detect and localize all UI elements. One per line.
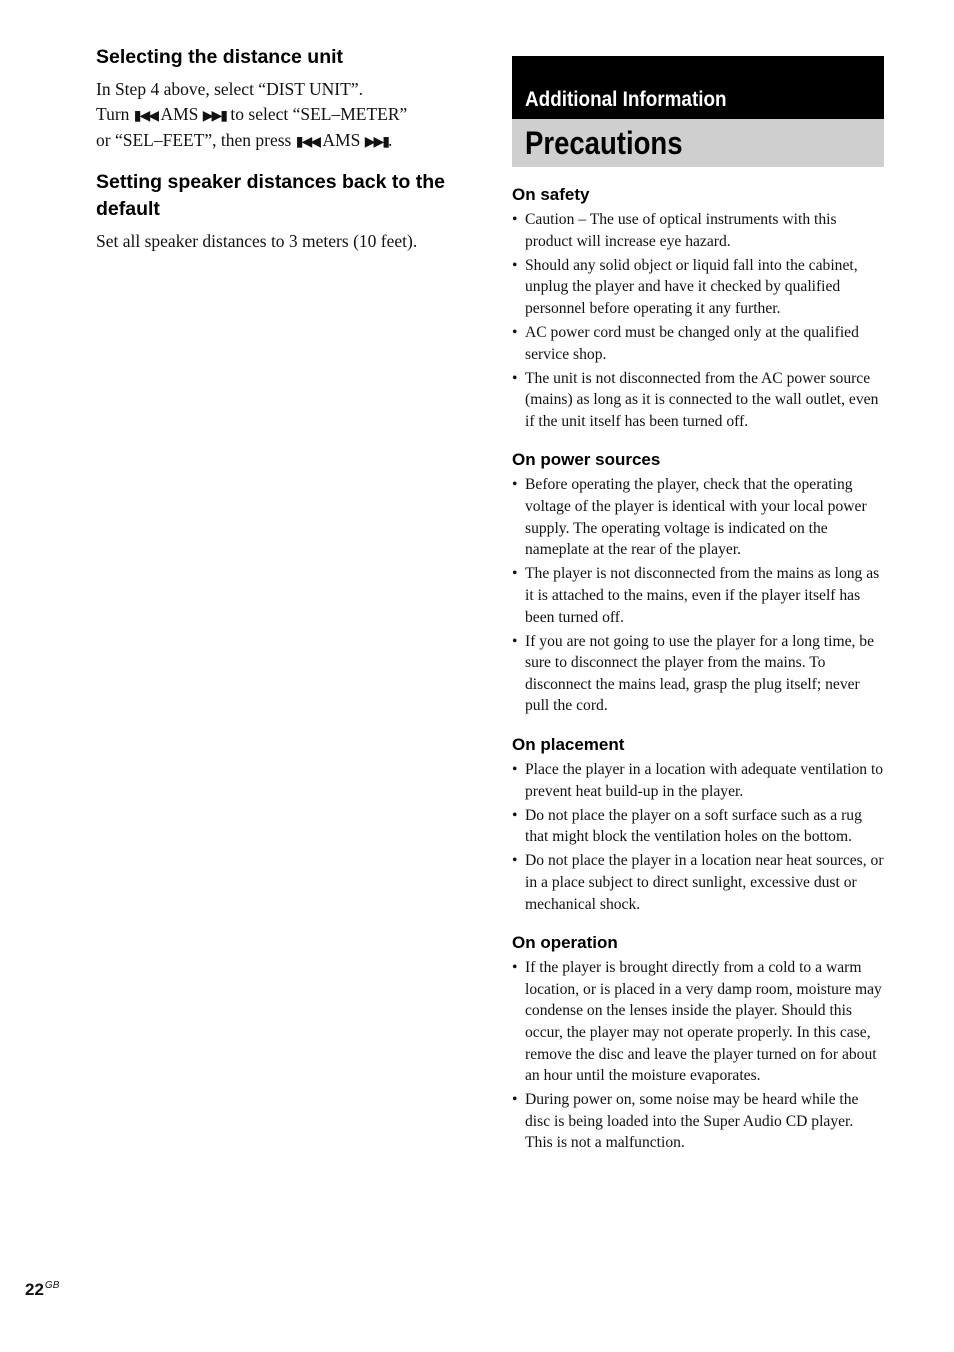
prev-track-icon: ▮◀◀ <box>133 107 158 124</box>
ams-label: AMS <box>322 130 361 150</box>
turn-text: Turn <box>96 103 130 124</box>
heading-distance-unit: Selecting the distance unit <box>96 46 344 68</box>
right-column <box>512 56 884 1156</box>
next-track-icon: ▶▶▮ <box>364 134 388 150</box>
next-track-icon: ▶▶▮ <box>202 107 227 124</box>
step-text: In Step 4 above, select “DIST UNIT”. <box>96 79 363 99</box>
distance-unit-instructions <box>96 77 468 155</box>
list-item: • If you are not going to use the player for a long time, be sure to disconnect the player from the mains. To disconnect the mains lead, grasp the plug itself; never pull the cord. <box>512 631 884 717</box>
subheading-power-sources: On power sources <box>512 450 661 470</box>
subheading-placement: On placement <box>512 734 625 754</box>
select-feet-text: or “SEL–FEET”, then press <box>96 130 292 150</box>
list-item: • The unit is not disconnected from the AC power source (mains) as long as it is connected to the wall outlet, even if the unit itself has been turned off. <box>512 368 884 433</box>
ams-label: AMS <box>160 103 199 124</box>
heading-speaker-default: Setting speaker distances back to the default <box>96 170 445 220</box>
page-number-suffix: GB <box>44 1280 60 1292</box>
list-item: • Before operating the player, check that the operating voltage of the player is identical with your local power supply. The operating voltage is indicated on the nameplate at the rear of the player. <box>512 474 884 560</box>
section-power-sources <box>512 449 884 717</box>
section-operation <box>512 932 884 1154</box>
select-meter-text: to select “SEL–METER” <box>230 103 408 124</box>
speaker-default-text: Set all speaker distances to 3 meters (10 feet). <box>96 230 418 251</box>
banner-category: Additional Information <box>525 88 727 111</box>
page-title: Precautions <box>525 125 683 161</box>
list-item: • If the player is brought directly from a cold to a warm location, or is placed in a very damp room, moisture may condense on the lenses inside the player. Should this occur, the player may not operate properly. In this case, remove the disc and leave the player turned on for about an hour until the moisture evaporates. <box>512 957 884 1087</box>
list-item: • During power on, some noise may be heard while the disc is being loaded into the Super Audio CD player. This is not a malfunction. <box>512 1089 884 1154</box>
list-item: • Do not place the player on a soft surface such as a rug that might block the ventilation holes on the bottom. <box>512 805 884 848</box>
list-item: • Place the player in a location with adequate ventilation to prevent heat build-up in the player. <box>512 759 884 802</box>
list-item: • Do not place the player in a location near heat sources, or in a place subject to direct sunlight, excessive dust or mechanical shock. <box>512 850 884 915</box>
page-number-value: 22 <box>25 1280 44 1299</box>
list-item: • Caution – The use of optical instruments with this product will increase eye hazard. <box>512 209 884 252</box>
section-placement <box>512 734 884 915</box>
section-safety <box>512 184 884 432</box>
list-item: • The player is not disconnected from the mains as long as it is attached to the mains, even if the player itself has been turned off. <box>512 563 884 628</box>
section-banner <box>512 56 884 119</box>
title-banner <box>512 119 884 167</box>
list-item: • Should any solid object or liquid fall into the cabinet, unplug the player and have it checked by qualified personnel before operating it any further. <box>512 255 884 320</box>
subheading-operation: On operation <box>512 933 618 953</box>
subheading-safety: On safety <box>512 185 590 204</box>
left-column <box>96 44 468 267</box>
prev-track-icon: ▮◀◀ <box>295 134 319 150</box>
page-number <box>25 1280 59 1300</box>
sentence-end: . <box>387 130 393 150</box>
list-item: • AC power cord must be changed only at the qualified service shop. <box>512 322 884 365</box>
